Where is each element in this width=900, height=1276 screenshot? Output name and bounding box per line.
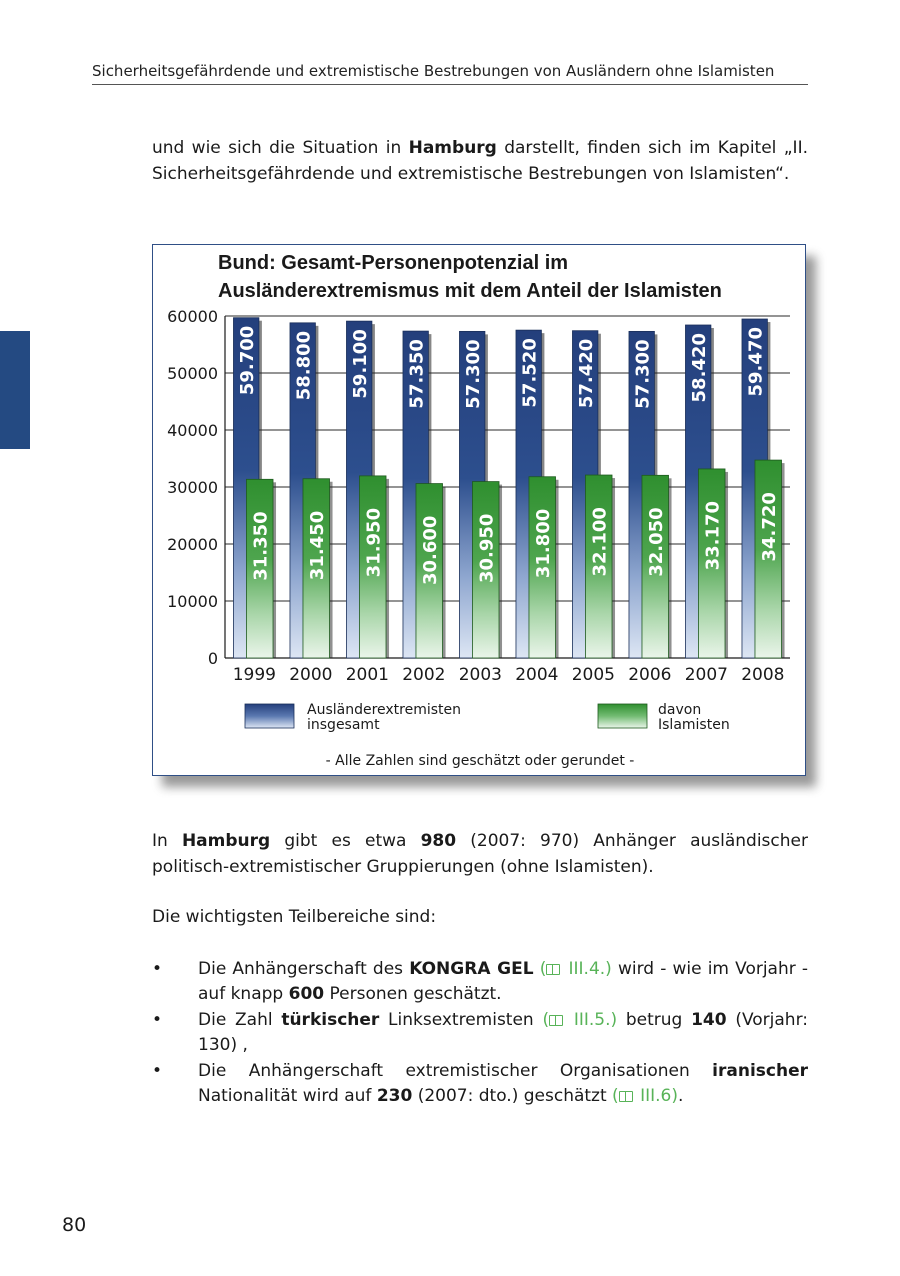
legend-label-series-1-line-2: insgesamt (307, 717, 380, 733)
p2-text-3: (2007: 970) Anhänger ausländischer politisch-extremistischer Gruppierungen (ohne Islamisten). (152, 831, 808, 877)
x-tick-label: 1999 (232, 665, 277, 685)
legend-label-series-2-line-2: Islamisten (658, 717, 730, 733)
x-tick-label: 2007 (684, 665, 729, 685)
chart-footnote: - Alle Zahlen sind geschätzt oder gerundet - (325, 753, 635, 769)
bullet-marker: • (152, 959, 163, 979)
item-text: Nationalität wird auf (198, 1086, 377, 1106)
p2-bold-hamburg: Hamburg (181, 831, 271, 851)
item-text: betrug (617, 1010, 692, 1030)
item-bold: 230 (376, 1086, 413, 1106)
bar-label-total: 57.520 (519, 338, 541, 408)
y-tick-label: 40000 (167, 421, 218, 440)
bar-label-total: 59.470 (745, 327, 767, 397)
x-tick-label: 2002 (402, 665, 446, 685)
x-tick-label: 2004 (515, 665, 559, 685)
list-item (152, 1059, 808, 1109)
intro-text-1: und wie sich die Situation in (152, 138, 409, 158)
y-tick-label: 10000 (167, 592, 218, 611)
item-text: . (678, 1086, 684, 1106)
bullet-marker: • (152, 1010, 163, 1030)
p2-bold-count: 980 (420, 831, 457, 851)
legend-swatch-series-1 (245, 704, 294, 728)
bar-chart (153, 245, 807, 777)
bar-label-islamisten: 31.950 (363, 507, 385, 578)
cross-reference-link[interactable]: ( III.5.) (542, 1010, 618, 1030)
cross-reference-link[interactable]: ( III.4.) (539, 959, 612, 979)
bar-label-total: 57.420 (576, 338, 598, 409)
bar-label-total: 57.300 (463, 339, 485, 409)
intro-paragraph (152, 135, 808, 187)
cross-reference-text: III.5.) (573, 1010, 618, 1030)
bar-label-total: 59.700 (237, 325, 259, 396)
x-tick-label: 2006 (628, 665, 672, 685)
item-bold: KONGRA GEL (409, 959, 534, 979)
bar-label-islamisten: 32.100 (589, 507, 611, 577)
item-text: (2007: dto.) geschätzt (412, 1086, 613, 1106)
bar-label-total: 57.350 (406, 339, 428, 409)
book-icon (549, 1015, 563, 1026)
bar-series (233, 318, 784, 658)
p2-text-1: In (152, 831, 182, 851)
chart-figure (152, 244, 806, 776)
item-bold: türkischer (281, 1010, 380, 1030)
chart-title-line-1: Bund: Gesamt-Personenpotenzial im (218, 252, 569, 274)
book-icon (546, 964, 560, 975)
list-item (152, 1008, 808, 1058)
bar-label-islamisten: 33.170 (702, 500, 724, 571)
item-bold: iranischer (712, 1061, 808, 1081)
y-axis-ticks (167, 307, 218, 668)
page-number: 80 (62, 1214, 87, 1236)
item-bold: 140 (691, 1010, 727, 1030)
item-text: (Vorjahr: 130) , (198, 1010, 808, 1055)
bar-label-islamisten: 31.450 (307, 510, 329, 581)
x-tick-label: 2000 (289, 665, 333, 685)
y-tick-label: 50000 (167, 364, 218, 383)
bar-label-islamisten: 34.720 (759, 492, 781, 562)
legend-label-series-1-line-1: Ausländerextremisten (307, 702, 462, 718)
running-header: Sicherheitsgefährdende und extremistische Bestrebungen von Ausländern ohne Islamisten (92, 62, 808, 85)
chart-title-line-2: Ausländerextremismus mit dem Anteil der Islamisten (218, 280, 722, 302)
book-icon (619, 1091, 633, 1102)
bar-label-total: 58.800 (293, 330, 315, 401)
item-bold: 600 (288, 984, 325, 1004)
legend-label-series-2-line-1: davon (658, 702, 702, 718)
intro-bold-hamburg: Hamburg (408, 138, 497, 158)
cross-reference-text: III.4.) (568, 959, 612, 979)
bar-label-total: 58.420 (689, 333, 711, 403)
bullet-marker: • (152, 1061, 163, 1081)
x-tick-label: 2008 (741, 665, 785, 685)
x-tick-label: 2005 (571, 665, 616, 685)
y-tick-label: 20000 (167, 535, 218, 554)
bar-label-islamisten: 31.350 (250, 511, 272, 581)
item-text: Die Anhängerschaft extremistischer Organisationen (198, 1061, 713, 1081)
bar-label-islamisten: 31.800 (533, 508, 555, 579)
list-item (152, 957, 808, 1007)
item-text: Die Zahl (198, 1010, 282, 1030)
item-text: Personen geschätzt. (324, 984, 502, 1004)
chapter-side-tab (0, 331, 30, 449)
paragraph-subareas-intro: Die wichtigsten Teilbereiche sind: (152, 907, 437, 927)
bar-label-islamisten: 30.600 (420, 515, 442, 586)
item-text: Linksextremisten (379, 1010, 543, 1030)
y-tick-label: 0 (207, 649, 218, 668)
paragraph-hamburg-count (152, 828, 808, 880)
bar-label-islamisten: 30.950 (476, 513, 498, 584)
x-tick-label: 2001 (345, 665, 390, 685)
item-text: wird - wie im Vorjahr - auf knapp (198, 959, 809, 1004)
bar-label-islamisten: 32.050 (646, 507, 668, 577)
x-axis-ticks (233, 665, 785, 685)
bar-label-total: 59.100 (350, 329, 372, 399)
x-tick-label: 2003 (458, 665, 503, 685)
cross-reference-link[interactable]: ( III.6) (612, 1086, 678, 1106)
y-tick-label: 60000 (167, 307, 218, 326)
intro-text-2: darstellt, finden sich im Kapitel „II. Sicherheitsgefährdende und extremistische Bestrebungen von Islamisten“. (152, 138, 808, 184)
cross-reference-text: III.6) (640, 1086, 678, 1106)
bar-label-total: 57.300 (632, 339, 654, 409)
item-text: Die Anhängerschaft des (198, 959, 410, 979)
y-tick-label: 30000 (167, 478, 218, 497)
legend-swatch-series-2 (598, 704, 647, 728)
subareas-list (152, 957, 808, 1110)
p2-text-2: gibt es etwa (270, 831, 421, 851)
